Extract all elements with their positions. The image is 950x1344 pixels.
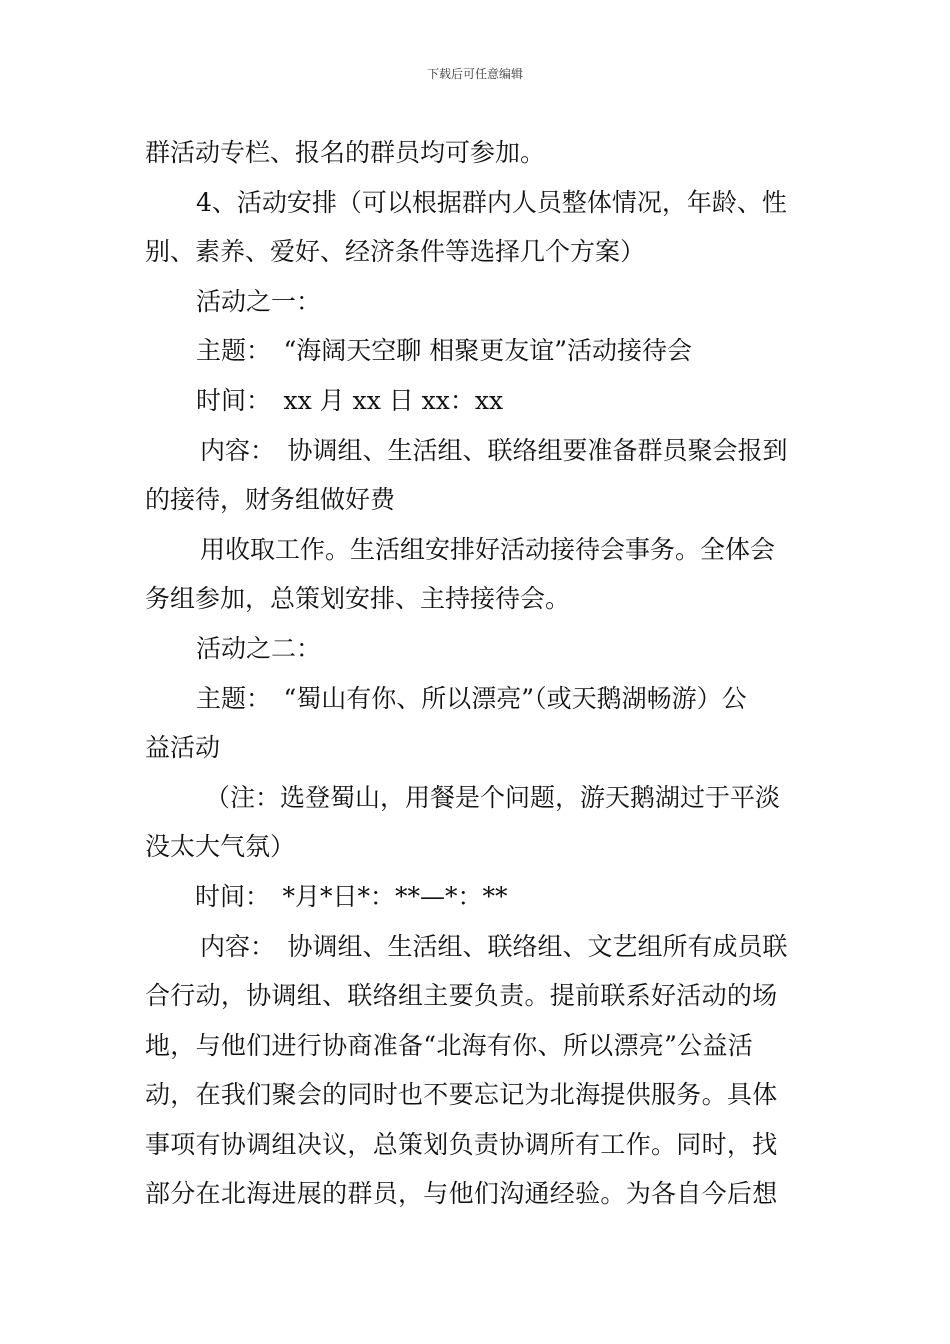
text-line: 别、素养、爱好、经济条件等选择几个方案） [145,237,646,267]
text-line: 主题： “蜀山有你、所以漂亮”（或天鹅湖畅游）公 [196,683,747,713]
text-line: 务组参加，总策划安排、主持接待会。 [145,584,571,614]
text-line: （注：选登蜀山，用餐是个问题，游天鹅湖过于平淡 [205,782,781,812]
document-body [145,128,807,1219]
text-line: 内容： 协调组、生活组、联络组、文艺组所有成员联 [200,931,788,961]
text-line: 没太大气氛） [145,832,296,862]
text-line: 事项有协调组决议，总策划负责协调所有工作。同时，找 [145,1129,778,1159]
text-line: 动，在我们聚会的同时也不要忘记为北海提供服务。具体 [145,1080,778,1110]
section-heading: 活动之二： [196,633,322,663]
text-line: 部分在北海进展的群员，与他们沟通经验。为各自今后想 [145,1179,778,1209]
text-line: 4、活动安排（可以根据群内人员整体情况，年龄、性 [196,187,787,217]
page-header-note: 下载后可任意编辑 [426,67,523,81]
text-line: 的接待，财务组做好费 [145,485,396,515]
text-line: 益活动 [145,733,221,763]
section-heading: 活动之一： [196,286,322,316]
text-line: 群活动专栏、报名的群员均可参加。 [145,138,546,167]
text-line: 时间： *月*日*：**—*：** [195,881,508,911]
text-line: 主题： “海阔天空聊 相聚更友谊”活动接待会 [196,336,693,366]
text-line: 时间： xx 月 xx 日 xx：xx [196,385,504,415]
text-line: 内容： 协调组、生活组、联络组要准备群员聚会报到 [200,435,788,465]
text-line: 地，与他们进行协商准备“北海有你、所以漂亮”公益活 [145,1030,754,1060]
text-line: 用收取工作。生活组安排好活动接待会事务。全体会 [200,534,776,564]
text-line: 合行动，协调组、联络组主要负责。提前联系好活动的场 [145,981,778,1011]
